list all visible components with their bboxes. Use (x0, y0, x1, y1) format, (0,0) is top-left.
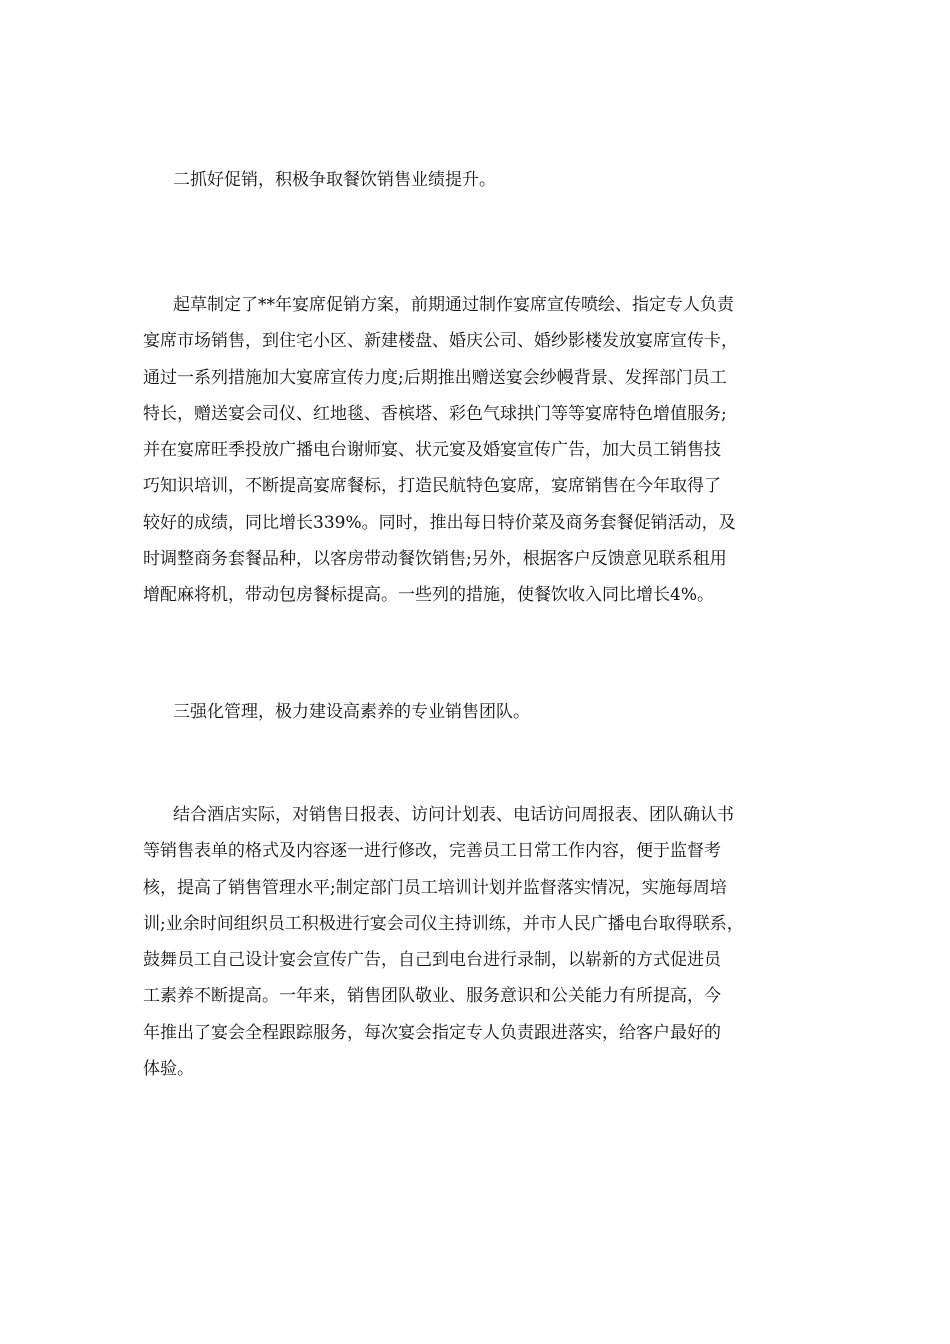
paragraph-line: 等销售表单的格式及内容逐一进行修改，完善员工日常工作内容，便于监督考 (143, 841, 721, 862)
paragraph-line: 时调整商务套餐品种，以客房带动餐饮销售;另外，根据客户反馈意见联系租用 (143, 549, 727, 570)
paragraph-line: 宴席市场销售，到住宅小区、新建楼盘、婚庆公司、婚纱影楼发放宴席宣传卡， (143, 331, 738, 352)
paragraph-line: 增配麻将机，带动包房餐标提高。一些列的措施，使餐饮收入同比增长4%。 (143, 585, 714, 606)
paragraph-line: 起草制定了**年宴席促销方案，前期通过制作宴席宣传喷绘、指定专人负责 (173, 295, 734, 315)
paragraph-line: 较好的成绩，同比增长339%。同时，推出每日特价菜及商务套餐促销活动，及 (143, 512, 736, 533)
paragraph-line: 工素养不断提高。一年来，销售团队敬业、服务意识和公关能力有所提高，今 (143, 986, 721, 1007)
paragraph-management (143, 797, 823, 1087)
paragraph-line: 体验。 (143, 1059, 194, 1080)
paragraph-promotion (143, 287, 823, 614)
paragraph-line: 鼓舞员工自己设计宴会宣传广告，自己到电台进行录制，以崭新的方式促进员 (143, 950, 721, 971)
section-heading-promotion: 二抓好促销，积极争取餐饮销售业绩提升。 (173, 170, 496, 190)
paragraph-line: 结合酒店实际，对销售日报表、访问计划表、电话访问周报表、团队确认书 (173, 805, 734, 825)
paragraph-line: 训;业余时间组织员工积极进行宴会司仪主持训练，并市人民广播电台取得联系， (143, 913, 744, 934)
paragraph-line: 核，提高了销售管理水平;制定部门员工培训计划并监督落实情况，实施每周培 (143, 877, 727, 898)
paragraph-line: 特长，赠送宴会司仪、红地毯、香槟塔、彩色气球拱门等等宴席特色增值服务; (143, 403, 727, 424)
paragraph-line: 通过一系列措施加大宴席宣传力度;后期推出赠送宴会纱幔背景、发挥部门员工 (143, 367, 727, 388)
paragraph-line: 巧知识培训，不断提高宴席餐标，打造民航特色宴席，宴席销售在今年取得了 (143, 476, 721, 497)
section-heading-management: 三强化管理，极力建设高素养的专业销售团队。 (173, 702, 530, 722)
paragraph-line: 并在宴席旺季投放广播电台谢师宴、状元宴及婚宴宣传广告，加大员工销售技 (143, 440, 721, 461)
paragraph-line: 年推出了宴会全程跟踪服务，每次宴会指定专人负责跟进落实，给客户最好的 (143, 1022, 721, 1043)
